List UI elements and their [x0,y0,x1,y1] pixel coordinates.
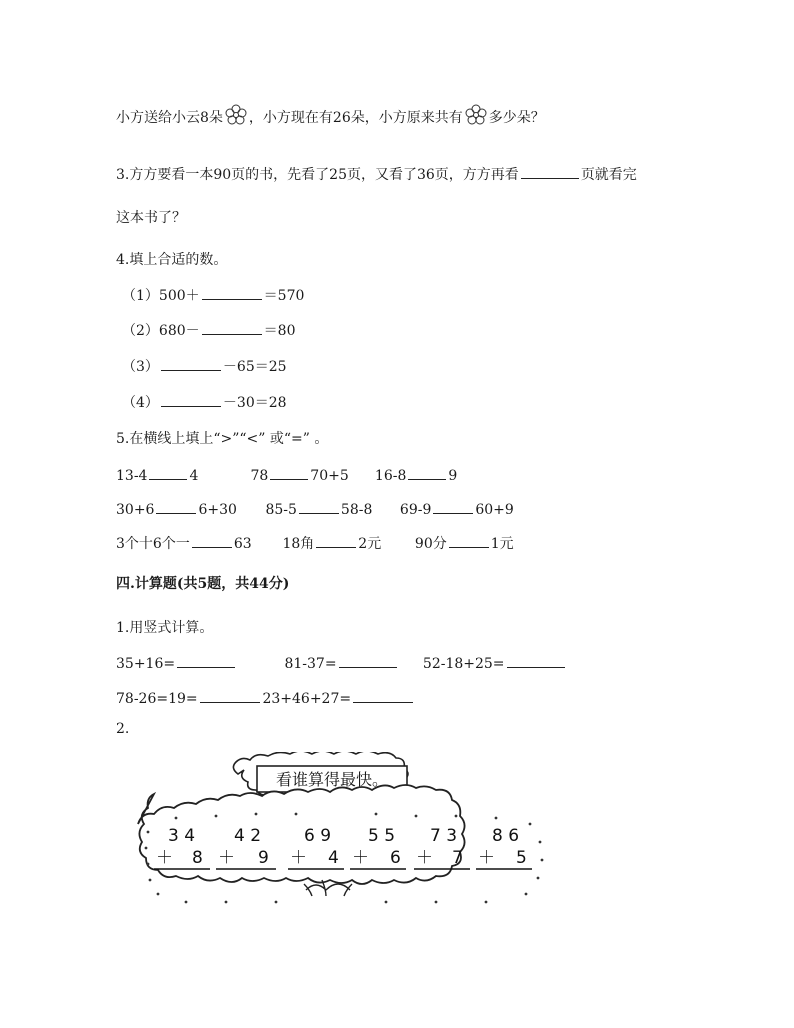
compare-item [375,465,485,484]
answer-blank[interactable] [507,653,565,668]
compare-row [116,465,485,484]
compare-item [116,465,246,484]
compare-left: 69-9 [399,502,432,518]
compare-item [250,465,370,484]
answer-blank[interactable] [299,499,339,514]
compare-item [400,499,530,518]
plus-sign: ＋ [290,848,307,868]
item-number: （2） [122,323,159,339]
compare-item [116,499,261,518]
addition-problem [476,826,532,869]
addend-bottom: 6 [390,848,401,868]
answer-blank[interactable] [202,320,262,335]
compare-item [415,533,545,553]
calc-item [116,688,258,707]
compare-left: 3个十6个一 [116,536,190,552]
item-number: （3） [122,359,159,375]
addend-top: 7 3 [430,826,458,846]
compare-right: 1元 [490,536,514,552]
flower-problem-part1: 小方送给小云8朵 [116,110,223,126]
compare-row [116,499,530,518]
calc-item [262,688,412,707]
answer-blank[interactable] [161,356,221,371]
calc-item [116,653,280,672]
item-number: （4） [122,395,159,411]
addend-top: 5 5 [368,826,396,846]
compare-right: 9 [448,468,458,484]
flower-icon [225,104,247,126]
answer-blank[interactable] [316,533,356,548]
answer-blank[interactable] [177,653,235,668]
addend-top: 8 6 [492,826,520,846]
compare-right: 58-8 [340,502,373,518]
plus-sign: ＋ [156,848,173,868]
item-number: （1） [122,288,159,304]
problem-4-title: 4.填上合适的数。 [116,252,228,268]
compare-left: 90分 [414,536,447,552]
addend-top: 6 9 [304,826,332,846]
flower-problem-part3: 多少朵？ [488,110,545,126]
problem-5-title: 5.在横线上填上“>”“<” 或“=” 。 [116,431,329,447]
answer-blank[interactable] [149,465,187,480]
compare-item [282,533,410,553]
answer-blank[interactable] [433,499,473,514]
addend-bottom: 8 [192,848,203,868]
addend-bottom: 9 [258,848,269,868]
compare-left: 85-5 [265,502,297,518]
compare-left: 13-4 [116,468,148,484]
calc-expression: 52-18+25= [422,656,505,672]
problem-3-text-b: 页就看完 [580,167,637,183]
answer-blank[interactable] [339,653,397,668]
compare-right: 60+9 [475,502,514,518]
answer-blank[interactable] [408,465,446,480]
calc-row [116,653,563,672]
addend-bottom: 5 [516,848,527,868]
problem-3-text-a: 3.方方要看一本90页的书，先看了25页，又看了36页，方方再看 [116,167,519,183]
answer-blank[interactable] [353,688,413,703]
calc-1-title: 1.用竖式计算。 [116,620,214,636]
problem-3-line-2: 这本书了？ [116,210,186,226]
calc-expression: 78-26=19= [116,691,198,707]
answer-blank[interactable] [449,533,489,548]
item-suffix: ＝570 [263,288,305,304]
problem-4-item [122,392,287,412]
addend-bottom: 7 [452,848,463,868]
calc-2-label: 2. [116,721,130,737]
answer-blank[interactable] [270,465,308,480]
answer-blank[interactable] [156,499,196,514]
section-title: 四.计算题(共5题，共44分) [116,576,290,592]
calc-item [423,653,563,672]
plus-sign: ＋ [478,848,495,868]
calc-item [284,653,418,672]
item-suffix: －65＝25 [222,359,287,375]
item-prefix: 680－ [158,323,200,339]
item-suffix: ＝80 [263,323,296,339]
compare-right: 70+5 [310,468,349,484]
answer-blank[interactable] [161,392,221,407]
problem-4-item [122,356,287,376]
plus-sign: ＋ [416,848,433,868]
addend-bottom: 4 [328,848,339,868]
compare-right: 4 [189,468,199,484]
compare-row [116,533,545,553]
addend-top: 4 2 [234,826,262,846]
compare-left: 18角 [282,536,315,552]
item-suffix: －30＝28 [222,395,287,411]
banner-text: 看谁算得最快。 [275,770,389,789]
answer-blank[interactable] [200,688,260,703]
problem-3-line-1 [116,164,637,184]
calc-expression: 81-37= [284,656,337,672]
problem-4-item [122,320,295,340]
problem-4-item [122,285,304,305]
calc-expression: 35+16= [116,656,176,672]
speed-calc-illustration [126,752,558,912]
compare-right: 2元 [358,536,382,552]
answer-blank[interactable] [192,533,232,548]
compare-item [116,533,278,553]
compare-left: 78 [250,468,269,484]
item-prefix: 500＋ [158,288,200,304]
compare-item [265,499,395,518]
compare-left: 16-8 [374,468,407,484]
flower-icon [465,104,487,126]
plus-sign: ＋ [218,848,235,868]
answer-blank[interactable] [521,164,579,179]
flower-problem-part2: ，小方现在有26朵，小方原来共有 [248,110,463,126]
compare-left: 30+6 [116,502,155,518]
calc-row [116,688,412,707]
compare-right: 63 [233,536,252,552]
illustration-frame [126,752,558,912]
answer-blank[interactable] [202,285,262,300]
compare-right: 6+30 [198,502,237,518]
plus-sign: ＋ [352,848,369,868]
addend-top: 3 4 [168,826,196,846]
calc-expression: 23+46+27= [262,691,352,707]
flower-problem [116,104,545,127]
